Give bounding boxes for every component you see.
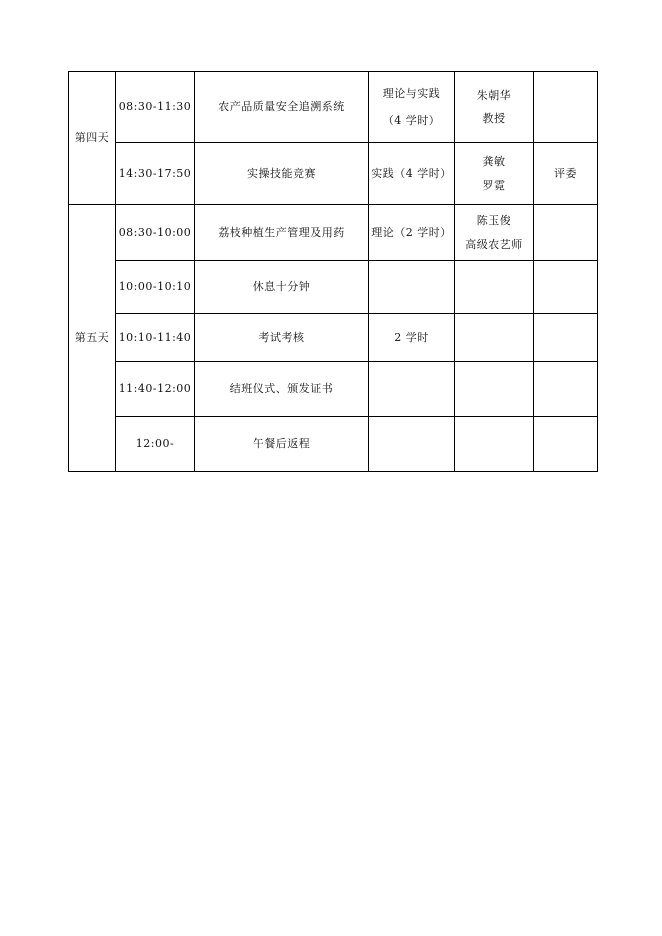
mode-cell: 2 学时	[369, 314, 455, 362]
note-cell: 评委	[534, 143, 598, 205]
time-cell: 12:00-	[116, 417, 195, 472]
topic-cell: 休息十分钟	[195, 261, 369, 314]
topic-cell: 荔枝种植生产管理及用药	[195, 205, 369, 261]
teacher-cell	[455, 362, 534, 417]
time-cell: 10:00-10:10	[116, 261, 195, 314]
table-row	[69, 362, 598, 417]
teacher-title: 教授	[482, 112, 506, 125]
topic-cell: 农产品质量安全追溯系统	[195, 72, 369, 143]
note-cell	[534, 362, 598, 417]
table-row	[69, 314, 598, 362]
time-cell: 08:30-11:30	[116, 72, 195, 143]
teacher-name: 罗霓	[482, 178, 506, 192]
mode-cell	[369, 362, 455, 417]
mode-cell	[369, 417, 455, 472]
table-row	[69, 417, 598, 472]
mode-cell	[369, 72, 455, 143]
day-label: 第四天	[69, 72, 116, 205]
teacher-name: 陈玉俊	[476, 214, 512, 228]
teacher-title: 高级农艺师	[465, 237, 523, 251]
day-label: 第五天	[69, 205, 116, 472]
time-cell: 10:10-11:40	[116, 314, 195, 362]
note-cell	[534, 417, 598, 472]
topic-cell: 考试考核	[195, 314, 369, 362]
teacher-cell	[455, 314, 534, 362]
mode-cell: 实践（4 学时）	[369, 143, 455, 205]
topic-cell: 实操技能竞赛	[195, 143, 369, 205]
teacher-cell	[455, 261, 534, 314]
table-row	[69, 72, 598, 143]
time-cell: 14:30-17:50	[116, 143, 195, 205]
mode-cell	[369, 261, 455, 314]
note-cell	[534, 261, 598, 314]
mode-line: 理论与实践	[382, 87, 441, 101]
topic-cell: 午餐后返程	[195, 417, 369, 472]
table-row	[69, 143, 598, 205]
note-cell	[534, 314, 598, 362]
note-cell	[534, 72, 598, 143]
time-cell: 11:40-12:00	[116, 362, 195, 417]
mode-line: （4 学时）	[382, 113, 441, 127]
note-cell	[534, 205, 598, 261]
time-cell: 08:30-10:00	[116, 205, 195, 261]
teacher-cell	[455, 143, 534, 205]
teacher-cell	[455, 72, 534, 143]
topic-cell: 结班仪式、颁发证书	[195, 362, 369, 417]
training-schedule-table	[68, 71, 598, 472]
table-row	[69, 261, 598, 314]
teacher-cell	[455, 205, 534, 261]
teacher-name: 龚敏	[482, 155, 506, 169]
teacher-cell	[455, 417, 534, 472]
teacher-name: 朱朝华	[476, 88, 512, 102]
table-row	[69, 205, 598, 261]
mode-cell: 理论（2 学时）	[369, 205, 455, 261]
